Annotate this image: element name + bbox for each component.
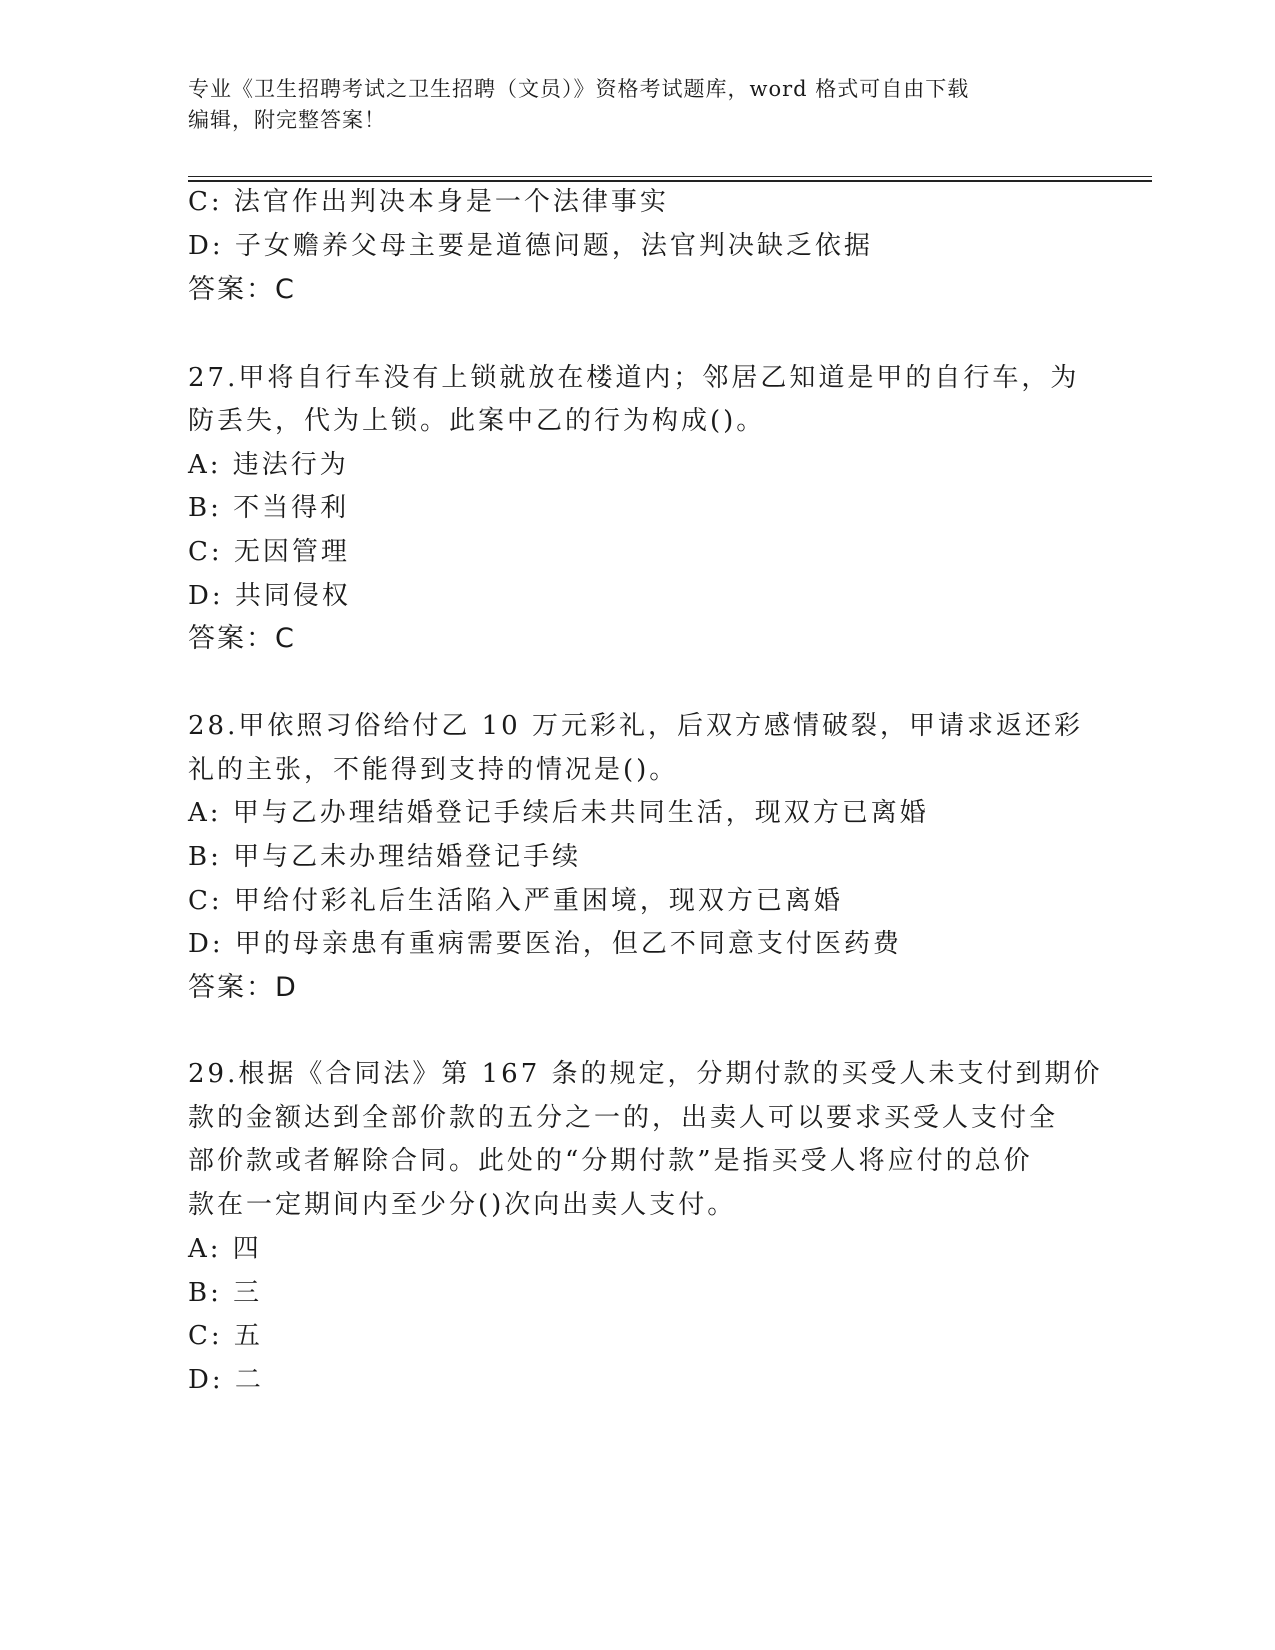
q29-stem-line-2: 款的金额达到全部价款的五分之一的，出卖人可以要求买受人支付全 (188, 1103, 1059, 1133)
q29-option-b: B: 三 (188, 1278, 263, 1308)
q27-option-c: C: 无因管理 (188, 537, 350, 567)
q28-option-c: C: 甲给付彩礼后生活陷入严重困境，现双方已离婚 (188, 886, 843, 916)
q26-option-c: C: 法官作出判决本身是一个法律事实 (188, 187, 669, 217)
q27-stem-line-1: 27.甲将自行车没有上锁就放在楼道内；邻居乙知道是甲的自行车，为 (188, 363, 1080, 393)
q28-option-a: A: 甲与乙办理结婚登记手续后未共同生活，现双方已离婚 (188, 798, 929, 828)
q29-option-a: A: 四 (188, 1234, 262, 1264)
q26-answer: 答案：C (188, 274, 296, 305)
q26-option-d: D: 子女赡养父母主要是道德问题，法官判决缺乏依据 (188, 231, 873, 261)
header-divider-thick (188, 180, 1152, 182)
header-line-2: 编辑，附完整答案！ (188, 108, 386, 132)
q28-option-b: B: 甲与乙未办理结婚登记手续 (188, 842, 582, 872)
q27-option-a: A: 违法行为 (188, 450, 349, 480)
q28-option-d: D: 甲的母亲患有重病需要医治，但乙不同意支付医药费 (188, 929, 902, 959)
q29-stem-line-4: 款在一定期间内至少分()次向出卖人支付。 (188, 1190, 737, 1220)
q27-option-d: D: 共同侵权 (188, 581, 351, 611)
header-line-1: 专业《卫生招聘考试之卫生招聘（文员）》资格考试题库，word 格式可自由下载 (188, 77, 970, 101)
q29-stem-line-1: 29.根据《合同法》第 167 条的规定，分期付款的买受人未支付到期价 (188, 1059, 1103, 1089)
q28-stem-line-2: 礼的主张，不能得到支持的情况是()。 (188, 755, 679, 785)
q27-stem-line-2: 防丢失，代为上锁。此案中乙的行为构成()。 (188, 406, 766, 436)
q27-answer: 答案：C (188, 623, 296, 654)
q28-stem-line-1: 28.甲依照习俗给付乙 10 万元彩礼，后双方感情破裂，甲请求返还彩 (188, 711, 1083, 741)
q29-stem-line-3: 部价款或者解除合同。此处的“分期付款”是指买受人将应付的总价 (188, 1146, 1033, 1176)
q27-option-b: B: 不当得利 (188, 493, 350, 523)
q29-option-d: D: 二 (188, 1365, 264, 1395)
q29-option-c: C: 五 (188, 1321, 263, 1351)
header-divider-thin (188, 176, 1152, 177)
document-header (188, 74, 1078, 136)
q28-answer: 答案：D (188, 972, 298, 1003)
